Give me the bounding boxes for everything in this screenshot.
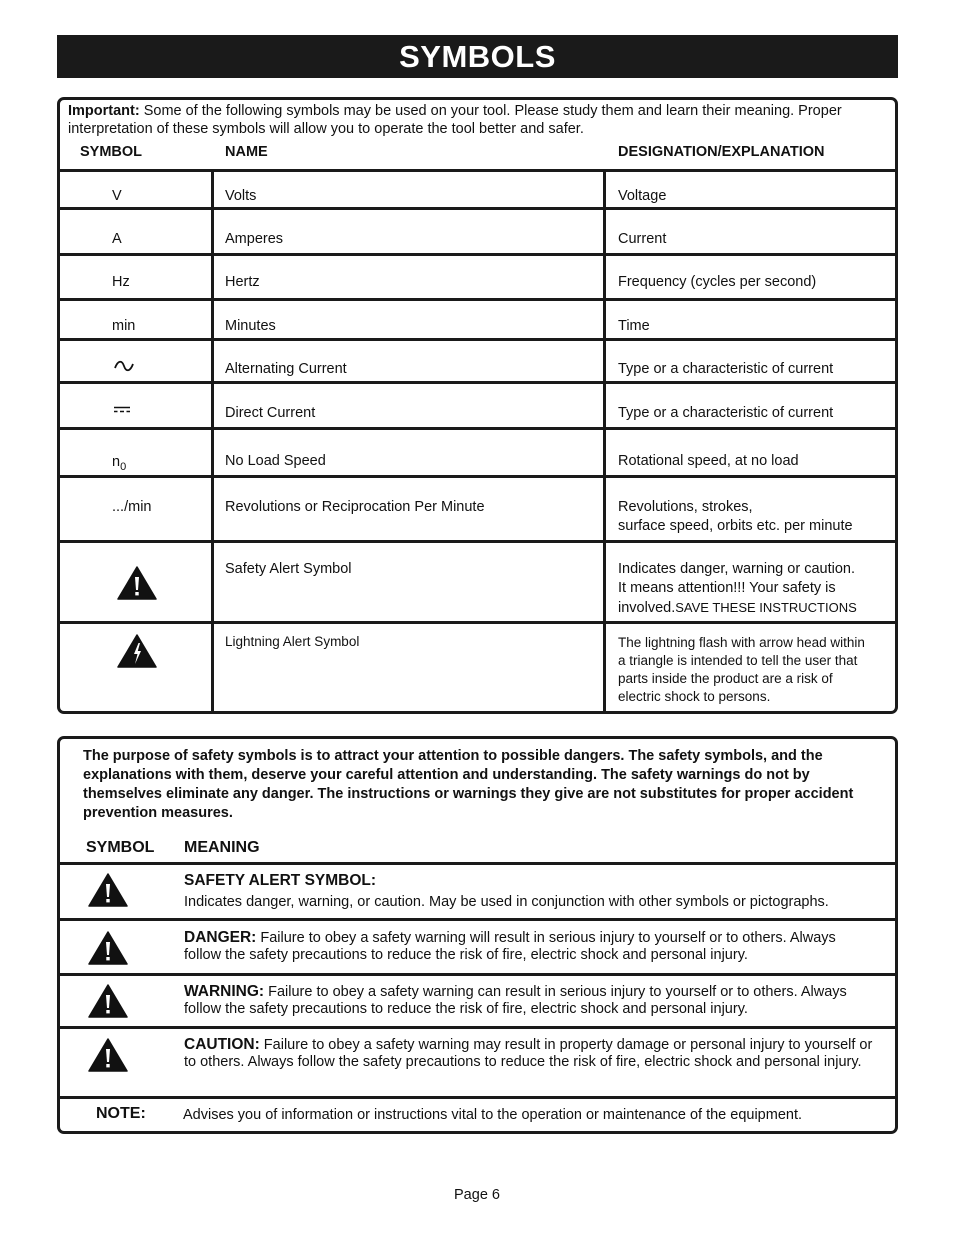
safety-alert-icon — [88, 1038, 128, 1072]
symbol-amperes: A — [112, 231, 122, 247]
lightning-alert-icon — [117, 634, 157, 668]
desc-amperes: Current — [618, 231, 667, 247]
symbol-n: n — [112, 454, 121, 470]
desc-text: involved. — [618, 600, 676, 616]
header-meaning: MEANING — [184, 839, 260, 856]
desc-line: a triangle is intended to tell the user that — [618, 653, 858, 668]
header-symbol: SYMBOL — [86, 839, 155, 856]
save-instructions-text: SAVE THESE INSTRUCTIONS — [675, 600, 857, 615]
danger-meaning — [184, 929, 874, 964]
important-text: Some of the following symbols may be used on your tool. Please study them and learn their meaning. Proper interpretation of these symbols will allow you to operate the tool better and safer. — [68, 103, 842, 137]
note-label: NOTE: — [96, 1105, 146, 1122]
symbol-minutes: min — [112, 318, 136, 334]
header-name: NAME — [225, 144, 268, 160]
important-label: Important: — [68, 103, 140, 119]
safety-alert-icon — [88, 984, 128, 1018]
row-divider — [60, 381, 895, 384]
row-divider — [60, 918, 895, 921]
page-title: SYMBOLS — [57, 35, 898, 78]
warning-meaning — [184, 983, 874, 1018]
name-safety-alert: Safety Alert Symbol — [225, 561, 352, 577]
symbol-volts: V — [112, 188, 122, 204]
safety-alert-icon — [88, 931, 128, 965]
symbol-hertz: Hz — [112, 274, 130, 290]
safety-alert-icon — [88, 873, 128, 907]
desc-line: Indicates danger, warning or caution. — [618, 561, 855, 577]
row-divider — [60, 298, 895, 301]
desc-revolutions — [618, 498, 853, 536]
caution-text: Failure to obey a safety warning may result in property damage or personal injury to yourself or to others. Always follow the safety precautions to reduce the risk of fire, electric shock and personal injury. — [184, 1037, 873, 1070]
desc-minutes: Time — [618, 318, 650, 334]
row-divider — [60, 338, 895, 341]
desc-volts: Voltage — [618, 188, 667, 204]
desc-alternating-current: Type or a characteristic of current — [618, 361, 834, 377]
note-text: Advises you of information or instructions vital to the operation or maintenance of the equipment. — [183, 1107, 803, 1123]
symbol-subscript: 0 — [120, 461, 127, 473]
name-no-load-speed: No Load Speed — [225, 453, 326, 469]
warning-label: WARNING: — [184, 983, 265, 1000]
header-designation: DESIGNATION/EXPLANATION — [618, 144, 825, 160]
alternating-current-icon — [114, 359, 134, 373]
column-divider — [211, 169, 214, 711]
row-divider — [60, 973, 895, 976]
row-divider — [60, 862, 895, 865]
row-divider — [60, 1096, 895, 1099]
name-amperes: Amperes — [225, 231, 284, 247]
row-divider — [60, 1026, 895, 1029]
name-alternating-current: Alternating Current — [225, 361, 347, 377]
desc-no-load-speed: Rotational speed, at no load — [618, 453, 799, 469]
row-divider — [60, 475, 895, 478]
desc-line: The lightning flash with arrow head within — [618, 635, 865, 650]
desc-line: It means attention!!! Your safety is — [618, 580, 836, 596]
page-number: Page 6 — [454, 1187, 500, 1203]
direct-current-icon — [114, 406, 130, 414]
row-divider — [60, 427, 895, 430]
safety-symbols-table — [57, 736, 898, 1134]
header-symbol: SYMBOL — [80, 144, 143, 160]
desc-line — [618, 598, 857, 618]
danger-label: DANGER: — [184, 929, 257, 946]
symbol-no-load-speed — [112, 453, 126, 477]
row-divider — [60, 253, 895, 256]
desc-safety-alert — [618, 560, 857, 618]
safety-alert-meaning — [184, 872, 874, 911]
row-divider — [60, 621, 895, 624]
danger-text: Failure to obey a safety warning will result in serious injury to yourself or to others. Always follow the safety precautions to reduce the risk of fire, electric shock and personal injury. — [184, 930, 836, 963]
name-volts: Volts — [225, 188, 257, 204]
desc-line: surface speed, orbits etc. per minute — [618, 518, 853, 534]
caution-label: CAUTION: — [184, 1036, 260, 1053]
important-note — [68, 102, 893, 138]
name-hertz: Hertz — [225, 274, 260, 290]
name-lightning-alert: Lightning Alert Symbol — [225, 634, 360, 649]
desc-direct-current: Type or a characteristic of current — [618, 405, 834, 421]
safety-alert-text: Indicates danger, warning, or caution. May be used in conjunction with other symbols or pictographs. — [184, 894, 829, 910]
name-revolutions: Revolutions or Reciprocation Per Minute — [225, 499, 485, 515]
symbols-table — [57, 97, 898, 714]
desc-hertz: Frequency (cycles per second) — [618, 274, 817, 290]
row-divider — [60, 169, 895, 172]
desc-lightning-alert — [618, 634, 865, 706]
desc-line: electric shock to persons. — [618, 689, 771, 704]
safety-intro: The purpose of safety symbols is to attract your attention to possible dangers. The safety symbols, and the explanations with them, deserve your careful attention and understanding. The safety warnings do not by themselves eliminate any danger. The instructions or warnings they give are not substitutes for proper accident prevention measures. — [83, 748, 854, 821]
safety-alert-icon — [117, 566, 157, 600]
caution-meaning — [184, 1036, 874, 1071]
name-minutes: Minutes — [225, 318, 276, 334]
desc-line: Revolutions, strokes, — [618, 499, 753, 515]
symbol-per-minute: .../min — [112, 499, 152, 515]
row-divider — [60, 540, 895, 543]
column-divider — [603, 169, 606, 711]
desc-line: parts inside the product are a risk of — [618, 671, 833, 686]
safety-alert-title: SAFETY ALERT SYMBOL: — [184, 872, 377, 889]
row-divider — [60, 207, 895, 210]
warning-text: Failure to obey a safety warning can result in serious injury to yourself or to others. Always follow the safety precautions to reduce the risk of fire, electric shock and personal injury. — [184, 984, 847, 1017]
name-direct-current: Direct Current — [225, 405, 316, 421]
